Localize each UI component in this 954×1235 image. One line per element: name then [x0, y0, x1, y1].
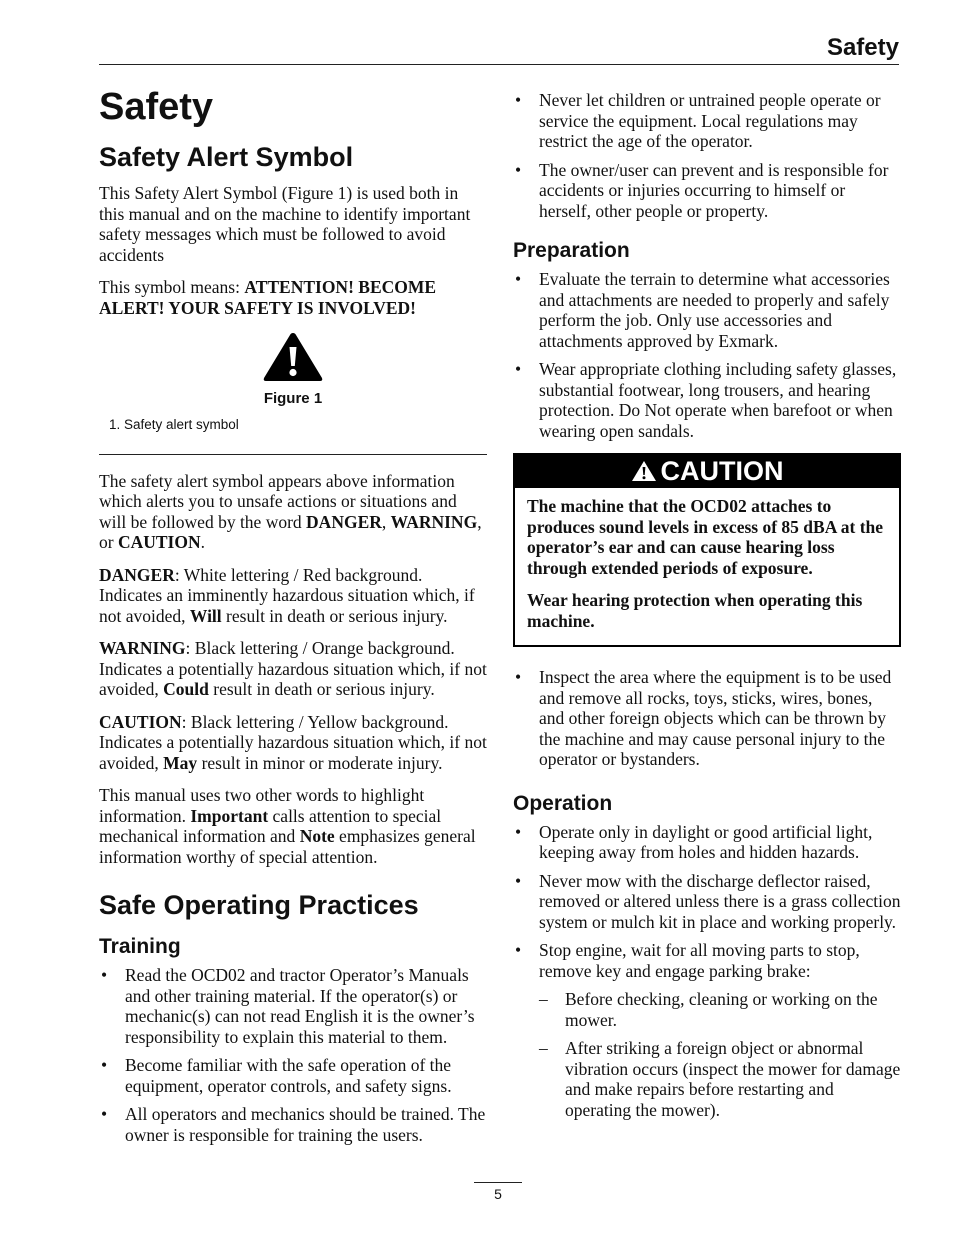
list-item: • Read the OCD02 and tractor Operator’s Manuals and other training material. If the operator(s) or mechanic(s) can not read English it is the owner’s responsibility to explain this material to them. [99, 965, 487, 1047]
list-item: • Inspect the area where the equipment is to be used and remove all rocks, toys, sticks, wires, bones, and other foreign objects which can be thrown by the machine and may cause personal injury to the operator or bystanders. [513, 667, 901, 770]
list-item: • Operate only in daylight or good artificial light, keeping away from holes and hidden hazards. [513, 822, 901, 863]
page-title: Safety [99, 86, 214, 128]
figure-1 [99, 330, 487, 409]
operation-list [513, 822, 901, 1121]
list-item: • Become familiar with the safe operation of the equipment, operator controls, and safety signs. [99, 1055, 487, 1096]
caution-label: CAUTION [660, 456, 784, 486]
list-item: • Evaluate the terrain to determine what accessories and attachments are needed to properly and safely perform the job. Only use accessories and attachments approved by Exmark. [513, 269, 901, 351]
caution-instruction: Wear hearing protection when operating this machine. [527, 590, 863, 631]
attention-text: ATTENTION! BECOME ALERT! YOUR SAFETY IS INVOLVED! [99, 277, 437, 318]
list-item: • Never mow with the discharge deflector raised, removed or altered unless there is a grass collection system or mulch kit in place and working properly. [513, 871, 901, 933]
operation-heading: Operation [513, 791, 613, 815]
safety-alert-heading: Safety Alert Symbol [99, 142, 354, 172]
safety-alert-icon [261, 330, 325, 384]
figure-divider [99, 454, 487, 455]
footer-rule [474, 1182, 522, 1183]
caution-message: The machine that the OCD02 attaches to produces sound levels in excess of 85 dBA at the operator’s ear and can cause hearing loss through extended periods of exposure. [527, 496, 884, 578]
list-item: • Stop engine, wait for all moving parts to stop, remove key and engage parking brake: [513, 940, 901, 981]
list-item: • Never let children or untrained people operate or service the equipment. Local regulations may restrict the age of the operator. [513, 90, 901, 152]
general-list [513, 90, 901, 221]
page-header [99, 34, 899, 65]
list-item: • All operators and mechanics should be trained. The owner is responsible for training the users. [99, 1104, 487, 1145]
appears-paragraph: The safety alert symbol appears above information which alerts you to unsafe actions or situations and will be followed by the word DANGER, WARNING, or CAUTION. [99, 470, 482, 552]
training-list [99, 965, 487, 1145]
caution-box [513, 453, 901, 647]
inspect-list [513, 667, 901, 770]
warning-triangle-icon [631, 460, 657, 482]
training-heading: Training [99, 935, 181, 958]
figure-caption: Figure 1 [263, 389, 323, 407]
warning-definition: WARNING: Black lettering / Orange background. Indicates a potentially hazardous situation which, if not avoided, Could result in death or serious injury. [99, 638, 487, 699]
danger-definition: DANGER: White lettering / Red background. Indicates an imminently hazardous situation which, if not avoided, Will result in death or serious injury. [99, 564, 475, 626]
figure-note: 1. Safety alert symbol [109, 417, 239, 432]
preparation-heading: Preparation [513, 239, 630, 262]
preparation-list [513, 269, 901, 441]
caution-header [515, 455, 899, 488]
header-title: Safety [826, 34, 899, 61]
list-item: • The owner/user can prevent and is responsible for accidents or injuries occurring to himself or herself, other people or property. [513, 160, 901, 222]
list-item: • Wear appropriate clothing including safety glasses, substantial footwear, long trousers, and hearing protection. Do Not operate when barefoot or when wearing open sandals. [513, 359, 901, 441]
caution-body [515, 488, 899, 645]
safe-operating-heading: Safe Operating Practices [99, 890, 419, 920]
manual-words-paragraph: This manual uses two other words to highlight information. Important calls attention to special mechanical information and Note emphasizes general information worthy of special attention. [99, 785, 476, 867]
sub-list-item: – Before checking, cleaning or working on the mower. [513, 989, 901, 1030]
sub-list-item: – After striking a foreign object or abnormal vibration occurs (inspect the mower for damage and make repairs before restarting and operating the mower). [513, 1038, 901, 1120]
caution-definition: CAUTION: Black lettering / Yellow background. Indicates a potentially hazardous situation which, if not avoided, May result in minor or moderate injury. [99, 711, 487, 773]
page-number: 5 [494, 1186, 502, 1202]
symbol-means-paragraph: This symbol means: ATTENTION! BECOME ALERT! YOUR SAFETY IS INVOLVED! [99, 277, 437, 318]
left-column [99, 85, 487, 1153]
intro-paragraph: This Safety Alert Symbol (Figure 1) is used both in this manual and on the machine to identify important safety messages which must be followed to avoid accidents [99, 183, 471, 265]
right-column [513, 90, 901, 1128]
